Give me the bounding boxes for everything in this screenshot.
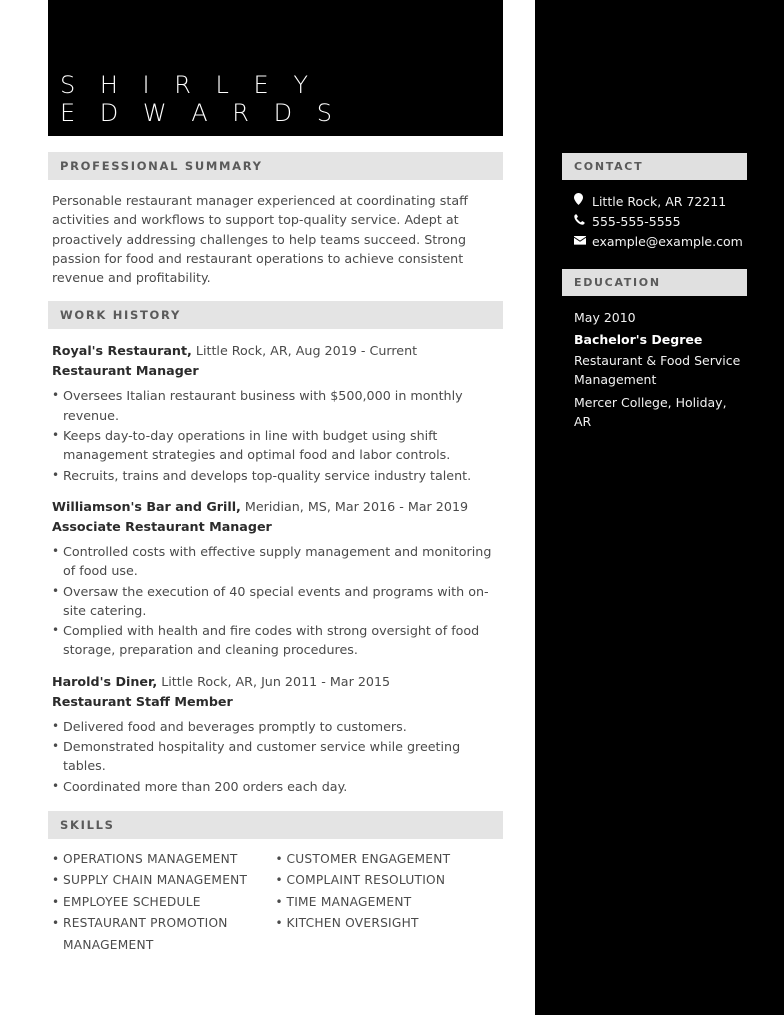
job-bullet-item: • Keeps day-to-day operations in line with budget using shift management strategies and optimal food and labor controls. [52, 426, 499, 465]
contact-email-text: example@example.com [592, 234, 743, 249]
contact-location-row [574, 192, 747, 211]
job-bullet-list [52, 542, 499, 660]
envelope-icon [574, 232, 592, 251]
job-bullet-item: • Oversees Italian restaurant business with $500,000 in monthly revenue. [52, 386, 499, 425]
skills-column-right [276, 849, 500, 957]
job-company-name: Royal's Restaurant, [52, 343, 192, 359]
skill-item: • OPERATIONS MANAGEMENT [52, 849, 276, 871]
section-heading-contact: CONTACT [562, 153, 747, 180]
job-company-line [52, 497, 499, 516]
work-history-entry [48, 497, 503, 660]
name-header-block [48, 0, 503, 136]
job-bullet-item: • Oversaw the execution of 40 special events and programs with on-site catering. [52, 582, 499, 621]
job-title: Restaurant Staff Member [52, 693, 233, 709]
job-bullet-item: • Complied with health and fire codes with strong oversight of food storage, preparation and cleaning procedures. [52, 621, 499, 660]
map-pin-icon [574, 192, 592, 211]
job-bullet-list [52, 717, 499, 796]
job-bullet-item: • Demonstrated hospitality and customer service while greeting tables. [52, 737, 499, 776]
education-block [562, 308, 747, 431]
work-history-entry [48, 672, 503, 796]
professional-summary-text: Personable restaurant manager experienced at coordinating staff activities and workflows to support top-quality service. Adept at proactively addressing challenges to help teams succeed. Strong passion for food and restaurant operations to achieve consistent revenue and profitability. [52, 193, 468, 286]
job-company-name: Harold's Diner, [52, 673, 158, 689]
last-name: E D W A R D S [60, 99, 341, 127]
contact-phone-row [574, 212, 747, 231]
section-heading-work-history: WORK HISTORY [48, 301, 503, 329]
education-school: Mercer College, Holiday, AR [574, 395, 727, 429]
job-location-dates: Little Rock, AR, Aug 2019 - Current [191, 343, 418, 359]
job-company-line [52, 341, 499, 360]
education-field: Restaurant & Food Service Management [574, 353, 741, 387]
job-location-dates: Meridian, MS, Mar 2016 - Mar 2019 [240, 498, 469, 514]
job-bullet-item: • Controlled costs with effective supply management and monitoring of food use. [52, 542, 499, 581]
work-history-entry [48, 341, 503, 484]
job-company-name: Williamson's Bar and Grill, [52, 498, 241, 514]
section-heading-professional-summary: PROFESSIONAL SUMMARY [48, 152, 503, 180]
sidebar-content [562, 153, 747, 449]
education-degree: Bachelor's Degree [574, 332, 703, 347]
contact-block [562, 192, 747, 251]
skills-column-left [52, 849, 276, 957]
main-column [48, 152, 503, 956]
skills-columns [48, 839, 503, 957]
skill-item: • SUPPLY CHAIN MANAGEMENT [52, 870, 276, 892]
job-bullet-item: • Recruits, trains and develops top-quality service industry talent. [52, 466, 499, 485]
education-date: May 2010 [574, 310, 636, 325]
skill-item: • CUSTOMER ENGAGEMENT [276, 849, 500, 871]
sidebar [535, 0, 784, 1015]
job-bullet-item: • Coordinated more than 200 orders each day. [52, 777, 499, 796]
job-bullet-item: • Delivered food and beverages promptly to customers. [52, 717, 499, 736]
job-title: Restaurant Manager [52, 363, 199, 379]
work-history-list [48, 341, 503, 795]
skill-item: • EMPLOYEE SCHEDULE [52, 892, 276, 914]
skill-item: • KITCHEN OVERSIGHT [276, 913, 500, 935]
job-title: Associate Restaurant Manager [52, 518, 272, 534]
contact-location-text: Little Rock, AR 72211 [592, 194, 727, 209]
skill-item: • TIME MANAGEMENT [276, 892, 500, 914]
skill-item: • RESTAURANT PROMOTION MANAGEMENT [52, 913, 276, 956]
section-heading-skills: SKILLS [48, 811, 503, 839]
job-company-line [52, 672, 499, 691]
job-bullet-list [52, 386, 499, 484]
contact-phone-text: 555-555-5555 [592, 214, 681, 229]
job-location-dates: Little Rock, AR, Jun 2011 - Mar 2015 [157, 673, 391, 689]
phone-icon [574, 212, 592, 231]
contact-email-row [574, 232, 747, 251]
first-name: S H I R L E Y [60, 71, 317, 99]
skill-item: • COMPLAINT RESOLUTION [276, 870, 500, 892]
section-heading-education: EDUCATION [562, 269, 747, 296]
